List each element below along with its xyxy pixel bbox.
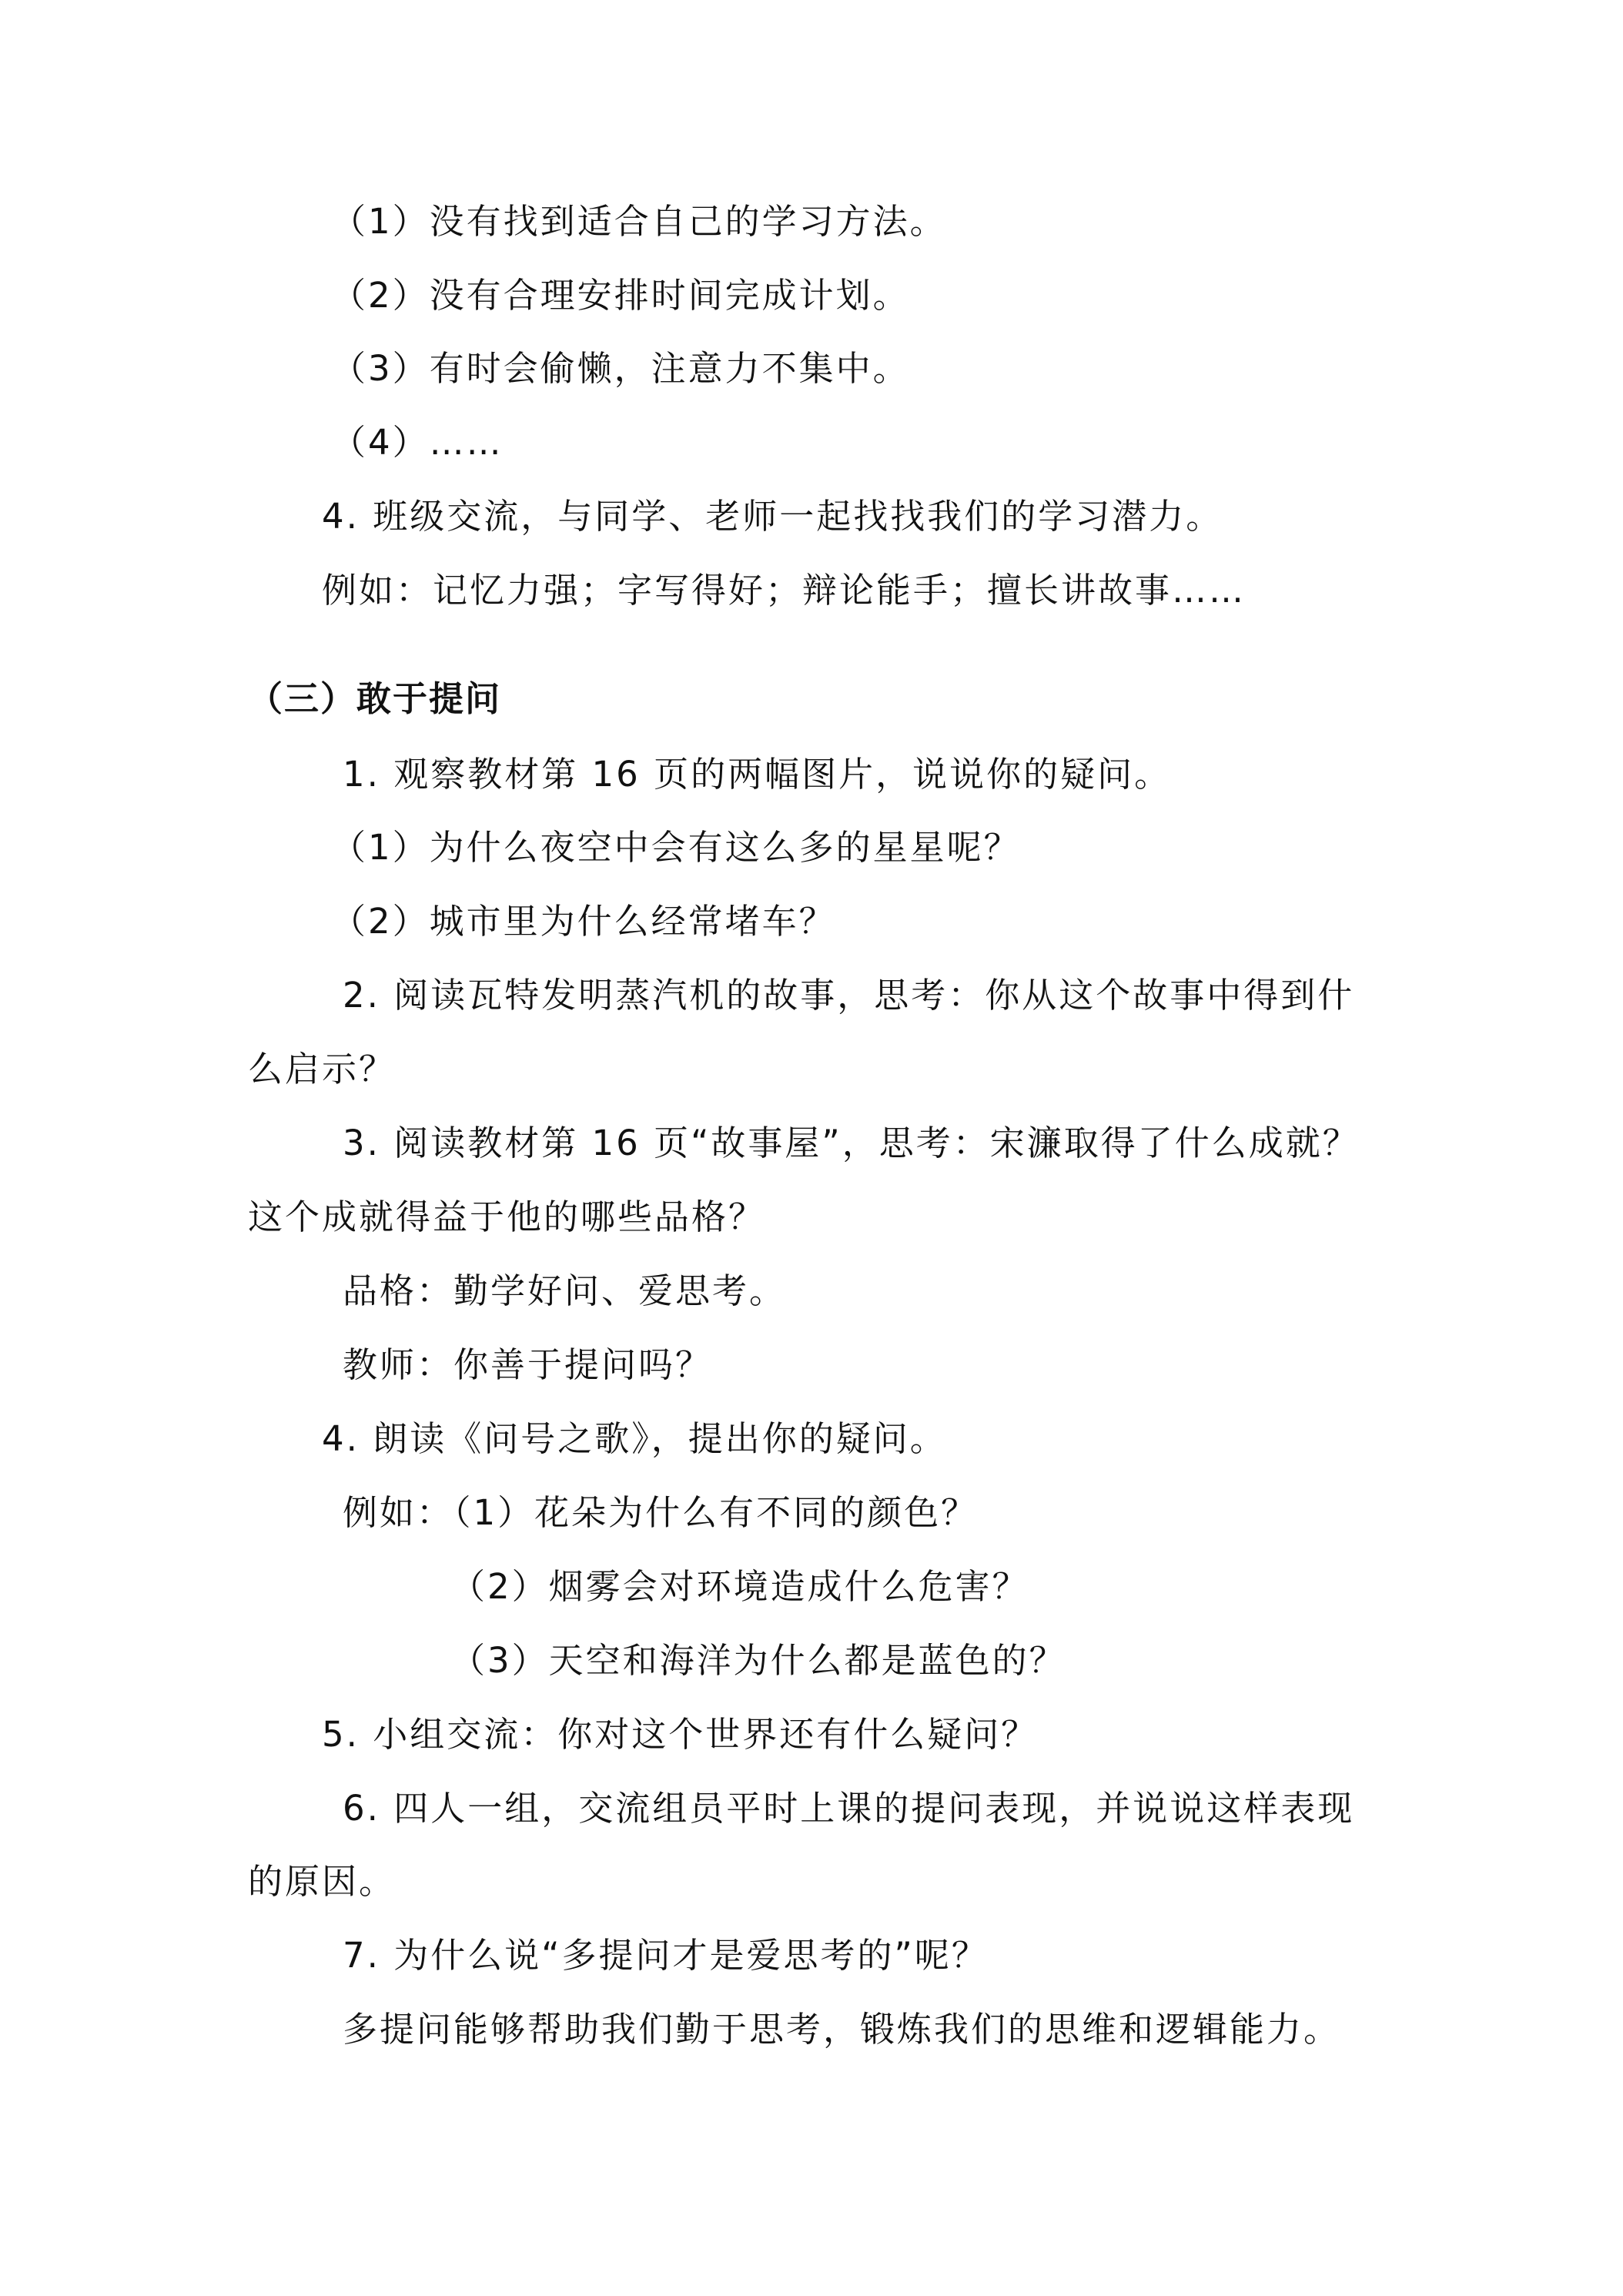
text-line-2: （2）没有合理安排时间完成计划。 bbox=[331, 275, 910, 316]
text-line-23: 7. 为什么说“多提问才是爱思考的”呢？ bbox=[343, 1935, 989, 1976]
text-line-4: （4）…… bbox=[331, 422, 504, 463]
text-line-21: 6. 四人一组，交流组员平时上课的提问表现，并说说这样表现 bbox=[343, 1788, 1355, 1829]
text-line-10: 2. 阅读瓦特发明蒸汽机的故事，思考：你从这个故事中得到什 bbox=[343, 975, 1355, 1016]
text-line-13: 这个成就得益于他的哪些品格？ bbox=[248, 1197, 766, 1237]
text-line-18: （2）烟雾会对环境造成什么危害？ bbox=[450, 1566, 1029, 1607]
text-line-1: （1）没有找到适合自己的学习方法。 bbox=[331, 201, 947, 242]
section-heading: （三）敢于提问 bbox=[248, 678, 502, 719]
text-line-15: 教师：你善于提问吗？ bbox=[343, 1344, 713, 1385]
text-line-3: （3）有时会偷懒，注意力不集中。 bbox=[331, 348, 910, 389]
text-line-19: （3）天空和海洋为什么都是蓝色的？ bbox=[450, 1640, 1066, 1681]
text-line-17: 例如：（1）花朵为什么有不同的颜色？ bbox=[343, 1492, 979, 1533]
text-line-20: 5. 小组交流：你对这个世界还有什么疑问？ bbox=[322, 1714, 1039, 1755]
text-line-12: 3. 阅读教材第 16 页“故事屋”，思考：宋濂取得了什么成就？ bbox=[343, 1123, 1360, 1163]
text-line-9: （2）城市里为什么经常堵车？ bbox=[331, 901, 836, 942]
text-line-14: 品格：勤学好问、爱思考。 bbox=[343, 1270, 787, 1311]
text-line-8: （1）为什么夜空中会有这么多的星星呢？ bbox=[331, 827, 1021, 868]
text-line-5: 4. 班级交流，与同学、老师一起找找我们的学习潜力。 bbox=[322, 496, 1223, 537]
text-line-11: 么启示？ bbox=[248, 1049, 397, 1089]
text-line-22: 的原因。 bbox=[248, 1861, 397, 1902]
text-line-24: 多提问能够帮助我们勤于思考，锻炼我们的思维和逻辑能力。 bbox=[343, 2009, 1341, 2050]
text-line-16: 4. 朗读《问号之歌》，提出你的疑问。 bbox=[322, 1418, 947, 1459]
text-line-6: 例如：记忆力强；字写得好；辩论能手；擅长讲故事…… bbox=[322, 570, 1247, 611]
text-line-7: 1. 观察教材第 16 页的两幅图片，说说你的疑问。 bbox=[343, 754, 1172, 795]
